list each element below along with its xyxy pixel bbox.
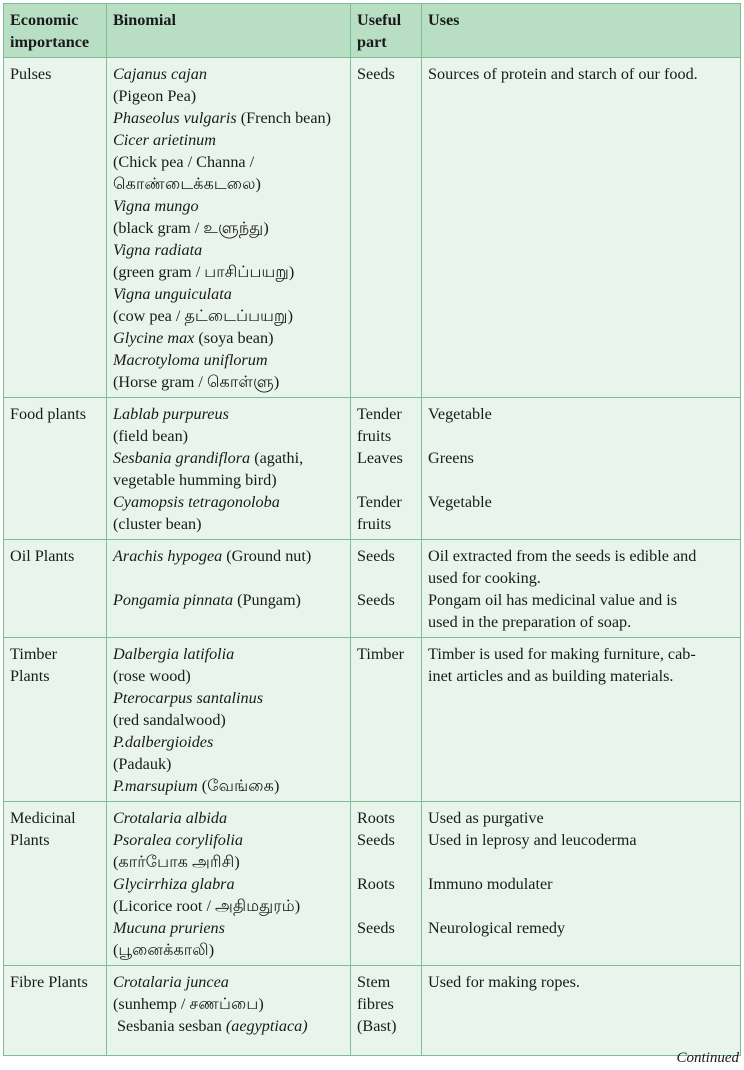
binomial-line xyxy=(113,469,346,491)
useful-part-text: (Bast) xyxy=(357,1017,397,1035)
cell-uses xyxy=(422,802,741,966)
scientific-name: Cyamopsis tetragonoloba xyxy=(113,493,280,511)
useful-part-text: fruits xyxy=(357,427,392,445)
cell-economic-importance xyxy=(4,58,107,398)
uses-text: Neurological remedy xyxy=(428,919,566,937)
uses-text: used for cooking. xyxy=(428,569,541,587)
table-row xyxy=(4,540,741,638)
useful-part-text: Roots xyxy=(357,875,395,893)
scientific-name: Pongamia pinnata xyxy=(113,591,234,609)
uses-text: Immuno modulater xyxy=(428,875,553,893)
common-name: (agathi, xyxy=(250,449,304,467)
cell-useful-part xyxy=(351,802,422,966)
uses-text: Used as purgative xyxy=(428,809,544,827)
species-name: sesban xyxy=(178,1017,222,1035)
cell-binomial xyxy=(107,540,351,638)
uses-text: Vegetable xyxy=(428,493,492,511)
common-name: (sunhemp / சணப்பை) xyxy=(113,995,264,1013)
common-name: (French bean) xyxy=(236,109,332,127)
uses-text: used in the preparation of soap. xyxy=(428,613,632,631)
common-name: (Chick pea / Channa / xyxy=(113,153,255,171)
binomial-line xyxy=(113,129,346,151)
useful-part-text: fruits xyxy=(357,515,392,533)
header-uses: Uses xyxy=(422,4,741,58)
useful-part-text: Stem xyxy=(357,973,391,991)
binomial-line xyxy=(113,195,346,217)
binomial-line xyxy=(113,709,346,731)
synonym-name: (aegyptiaca) xyxy=(221,1017,308,1035)
scientific-name: Crotalaria albida xyxy=(113,809,228,827)
header-binomial: Binomial xyxy=(107,4,351,58)
binomial-line xyxy=(113,371,346,393)
uses-text: Vegetable xyxy=(428,405,492,423)
useful-part-text xyxy=(357,851,417,873)
common-name: (வேங்கை) xyxy=(197,777,280,795)
cell-useful-part xyxy=(351,540,422,638)
scientific-name: Phaseolus vulgaris xyxy=(113,109,237,127)
binomial-line xyxy=(113,85,346,107)
useful-part-text xyxy=(357,567,417,589)
scientific-name: Vigna radiata xyxy=(113,241,203,259)
common-name: (rose wood) xyxy=(113,667,191,685)
binomial-line xyxy=(113,403,346,425)
scientific-name: Sesbania grandiflora xyxy=(113,449,251,467)
importance-text: Food plants xyxy=(10,405,86,423)
binomial-line xyxy=(113,807,346,829)
cell-useful-part xyxy=(351,58,422,398)
useful-part-text: Leaves xyxy=(357,449,403,467)
common-name: (பூனைக்காலி) xyxy=(113,941,215,959)
importance-text: Oil Plants xyxy=(10,547,75,565)
binomial-line xyxy=(113,687,346,709)
binomial-line xyxy=(113,589,346,611)
uses-text: Greens xyxy=(428,449,474,467)
scientific-name: Psoralea corylifolia xyxy=(113,831,243,849)
uses-text: Oil extracted from the seeds is edible and xyxy=(428,547,697,565)
binomial-line xyxy=(113,349,346,371)
cell-binomial xyxy=(107,58,351,398)
useful-part-text: Timber xyxy=(357,645,405,663)
importance-text: Medicinal xyxy=(10,809,76,827)
binomial-line xyxy=(113,305,346,327)
common-name: (cluster bean) xyxy=(113,515,202,533)
useful-part-text: Seeds xyxy=(357,831,395,849)
common-name: (Ground nut) xyxy=(222,547,312,565)
cell-economic-importance xyxy=(4,638,107,802)
useful-part-text xyxy=(357,469,417,491)
table-body xyxy=(4,58,741,1056)
binomial-line xyxy=(113,261,346,283)
scientific-name: Dalbergia latifolia xyxy=(113,645,235,663)
cell-binomial xyxy=(107,638,351,802)
binomial-line xyxy=(113,753,346,775)
scientific-name: Glycirrhiza glabra xyxy=(113,875,235,893)
common-name: (Padauk) xyxy=(113,755,172,773)
scientific-name: Pterocarpus santalinus xyxy=(113,689,264,707)
common-name: (cow pea / தட்டைப்பயறு) xyxy=(113,307,293,325)
common-name: (green gram / பாசிப்பயறு) xyxy=(113,263,295,281)
cell-useful-part xyxy=(351,638,422,802)
cell-uses xyxy=(422,966,741,1056)
binomial-line xyxy=(113,829,346,851)
binomial-line xyxy=(113,775,346,797)
useful-part-text: Seeds xyxy=(357,919,395,937)
uses-text xyxy=(428,895,736,917)
binomial-line xyxy=(113,567,346,589)
importance-text: Plants xyxy=(10,667,50,685)
uses-text: Pongam oil has medicinal value and is xyxy=(428,591,678,609)
header-row xyxy=(4,4,741,58)
importance-text: Timber xyxy=(10,645,58,663)
common-name: (Pigeon Pea) xyxy=(113,87,197,105)
continued-note: Continued xyxy=(676,1050,739,1066)
table-row xyxy=(4,802,741,966)
scientific-name: Cajanus cajan xyxy=(113,65,207,83)
common-name: கொண்டைக்கடலை) xyxy=(113,175,261,193)
cell-uses xyxy=(422,398,741,540)
importance-text: Fibre Plants xyxy=(10,973,88,991)
cell-uses xyxy=(422,58,741,398)
binomial-line xyxy=(113,731,346,753)
binomial-line xyxy=(113,851,346,873)
uses-text: Used for making ropes. xyxy=(428,973,580,991)
cell-economic-importance xyxy=(4,802,107,966)
scientific-name: Arachis hypogea xyxy=(113,547,223,565)
cell-uses xyxy=(422,638,741,802)
binomial-line xyxy=(113,545,346,567)
useful-part-text: Roots xyxy=(357,809,395,827)
binomial-line xyxy=(113,971,346,993)
scientific-name: Macrotyloma uniflorum xyxy=(113,351,268,369)
scientific-name: Vigna mungo xyxy=(113,197,199,215)
binomial-line xyxy=(113,643,346,665)
binomial-line xyxy=(113,917,346,939)
uses-text xyxy=(428,469,736,491)
binomial-line xyxy=(113,895,346,917)
cell-useful-part xyxy=(351,398,422,540)
binomial-line xyxy=(113,239,346,261)
uses-text: Used in leprosy and leucoderma xyxy=(428,831,637,849)
common-name: (Pungam) xyxy=(233,591,301,609)
scientific-name: Mucuna pruriens xyxy=(113,919,225,937)
useful-part-text: Seeds xyxy=(357,547,395,565)
useful-part-text: Seeds xyxy=(357,591,395,609)
binomial-line xyxy=(113,327,346,349)
useful-part-text: Tender xyxy=(357,405,402,423)
binomial-line xyxy=(113,283,346,305)
cell-binomial xyxy=(107,398,351,540)
table-row xyxy=(4,966,741,1056)
scientific-name: Vigna unguiculata xyxy=(113,285,232,303)
binomial-line xyxy=(113,173,346,195)
cell-economic-importance xyxy=(4,398,107,540)
cell-useful-part xyxy=(351,966,422,1056)
table-row xyxy=(4,398,741,540)
cell-binomial xyxy=(107,802,351,966)
binomial-line xyxy=(113,491,346,513)
binomial-line xyxy=(113,939,346,961)
scientific-name: Lablab purpureus xyxy=(113,405,229,423)
cell-economic-importance xyxy=(4,540,107,638)
common-name: vegetable humming bird) xyxy=(113,471,277,489)
table-row xyxy=(4,58,741,398)
scientific-name: Glycine max xyxy=(113,329,195,347)
binomial-line xyxy=(113,665,346,687)
table-row xyxy=(4,638,741,802)
common-name: (soya bean) xyxy=(194,329,274,347)
binomial-line xyxy=(113,107,346,129)
useful-part-text: Seeds xyxy=(357,65,395,83)
common-name: (red sandalwood) xyxy=(113,711,226,729)
uses-text xyxy=(428,851,736,873)
cell-uses xyxy=(422,540,741,638)
scientific-name: Cicer arietinum xyxy=(113,131,216,149)
header-useful-part: Useful part xyxy=(351,4,422,58)
binomial-line xyxy=(113,1015,346,1037)
importance-text: Plants xyxy=(10,831,50,849)
binomial-line xyxy=(113,217,346,239)
uses-text: Timber is used for making furniture, cab- xyxy=(428,645,696,663)
binomial-line xyxy=(113,425,346,447)
uses-text: Sources of protein and starch of our food. xyxy=(428,65,698,83)
economic-plants-table xyxy=(3,3,741,1056)
uses-text xyxy=(428,513,736,535)
common-name: (black gram / உளுந்து) xyxy=(113,219,269,237)
common-name: (கார்போக அரிசி) xyxy=(113,853,240,871)
common-name: Sesbania xyxy=(113,1017,175,1035)
useful-part-text: fibres xyxy=(357,995,394,1013)
binomial-line xyxy=(113,63,346,85)
scientific-name: P.marsupium xyxy=(113,777,198,795)
common-name: (Horse gram / கொள்ளு) xyxy=(113,373,280,391)
uses-text: inet articles and as building materials. xyxy=(428,667,674,685)
binomial-line xyxy=(113,447,346,469)
binomial-line xyxy=(113,513,346,535)
common-name: (field bean) xyxy=(113,427,189,445)
binomial-line xyxy=(113,993,346,1015)
useful-part-text: Tender xyxy=(357,493,402,511)
header-economic-importance: Economic importance xyxy=(4,4,107,58)
scientific-name: Crotalaria juncea xyxy=(113,973,229,991)
scientific-name: P.dalbergioides xyxy=(113,733,214,751)
binomial-line xyxy=(113,151,346,173)
cell-economic-importance xyxy=(4,966,107,1056)
common-name: (Licorice root / அதிமதுரம்) xyxy=(113,897,301,915)
useful-part-text xyxy=(357,895,417,917)
importance-text: Pulses xyxy=(10,65,52,83)
uses-text xyxy=(428,425,736,447)
binomial-line xyxy=(113,873,346,895)
cell-binomial xyxy=(107,966,351,1056)
